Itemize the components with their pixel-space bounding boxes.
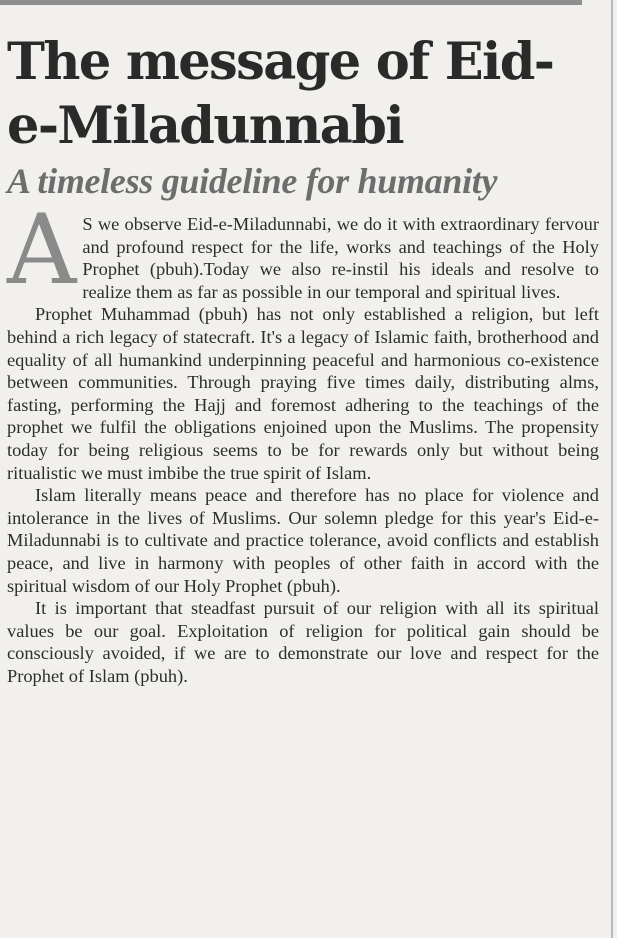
- headline-line-2: e-Miladunnabi: [7, 96, 404, 156]
- paragraph-3: Islam literally means peace and therefore has no place for violence and intolerance in the lives of Muslims. Our solemn pledge for this year's Eid-e-Miladunnabi is to cultivate and practice tolerance, avoid conflicts and establish peace, and live in harmony with peoples of other faith in accord with the spiritual wisdom of our Holy Prophet (pbuh).: [7, 485, 599, 596]
- headline-line-1: The message of Eid-: [7, 32, 554, 92]
- column-rule: [611, 0, 613, 938]
- subheadline: A timeless guideline for humanity: [7, 161, 498, 201]
- headline: [7, 30, 599, 158]
- paragraph-2: Prophet Muhammad (pbuh) has not only established a religion, but left behind a rich legacy of statecraft. It's a legacy of Islamic faith, brotherhood and equality of all humankind underpinning peaceful and harmonious co-existence between communities. Through praying five times daily, distributing alms, fasting, performing the Hajj and foremost adhering to the teachings of the prophet we fulfil the obligations enjoined upon the Muslims. The propensity today for being religious seems to be for rewards only but without being ritualistic we must imbibe the true spirit of Islam.: [7, 304, 599, 483]
- paragraph-1: [7, 194, 599, 306]
- paragraph-4: It is important that steadfast pursuit of our religion with all its spiritual values be our goal. Exploitation of religion for political gain should be consciously avoided, if we are to demonstrate our love and respect for the Prophet of Islam (pbuh).: [7, 598, 599, 686]
- top-rule: [0, 0, 582, 5]
- article-body: [7, 194, 599, 687]
- paragraph-1-text: S we observe Eid-e-Miladunnabi, we do it with extraordinary fervour and profound respect for the life, works and teachings of the Holy Prophet (pbuh).Today we also re-instil his ideals and resolve to realize them as far as possible in our temporal and spiritual lives.: [82, 214, 599, 302]
- drop-cap: A: [7, 194, 75, 306]
- article: [7, 30, 599, 687]
